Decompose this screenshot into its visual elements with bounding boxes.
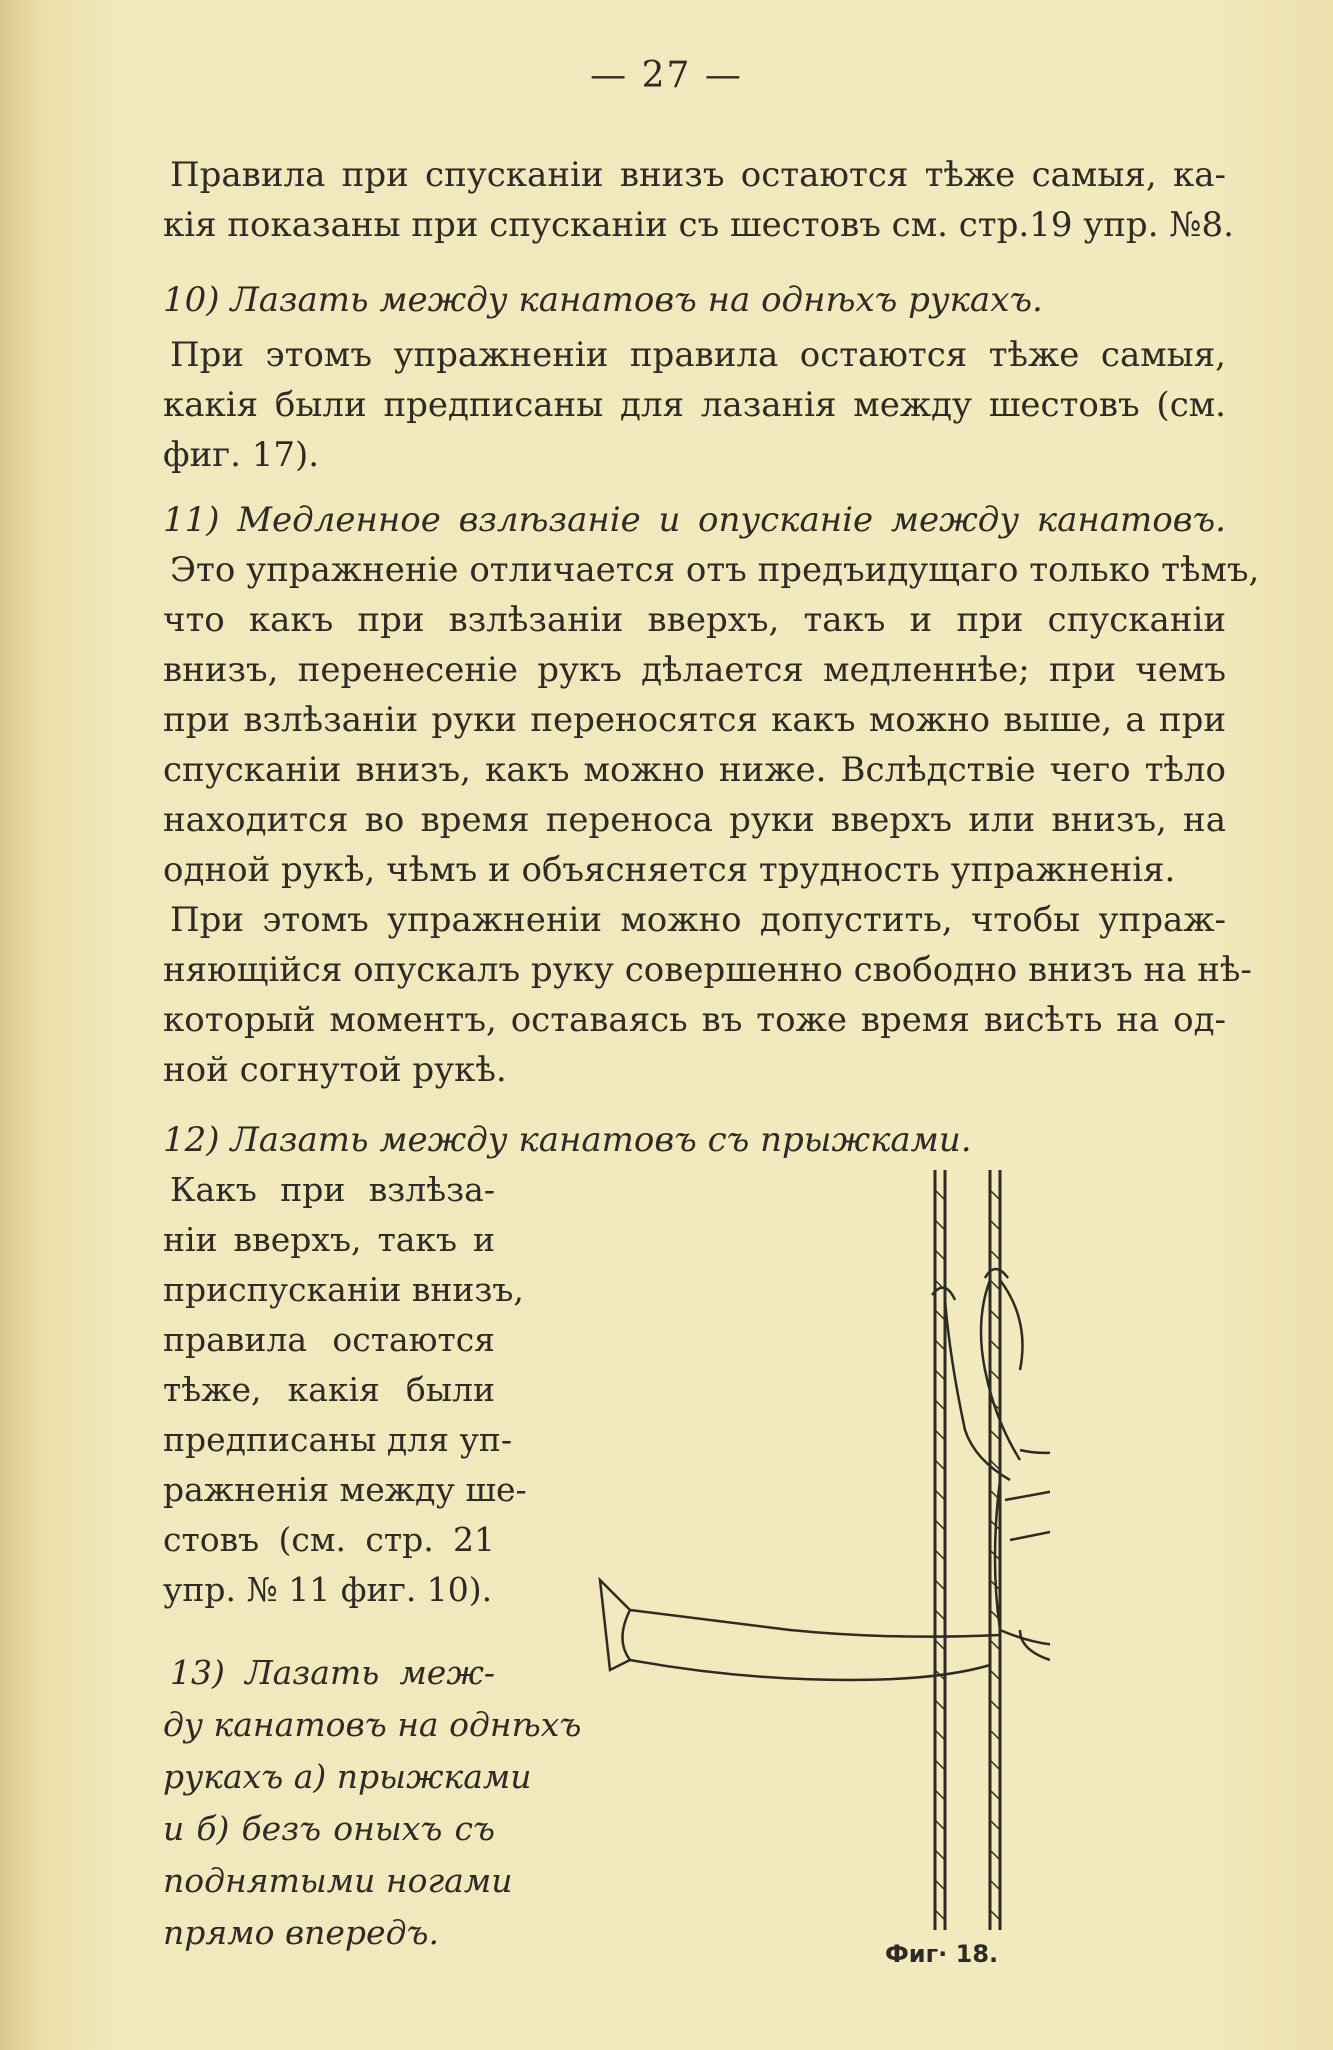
text-line: При этомъ упражненiи правила остаются тѣже самыя, [170, 335, 1226, 375]
text-line: няющiйся опускалъ руку совершенно свободно внизъ на нѣ- [163, 950, 1252, 990]
text-line: Это упражненiе отличается отъ предъидущаго только тѣмъ, [170, 550, 1260, 590]
text-line: ражненiя между ше- [163, 1470, 527, 1509]
text-line: Правила при спусканiи внизъ остаются тѣже самыя, ка- [170, 155, 1226, 195]
text-line: стовъ (см. стр. 21 [163, 1520, 495, 1559]
text-line: кiя показаны при спусканiи съ шестовъ см. стр.19 упр. №8. [163, 205, 1234, 245]
text-line: правила остаются [163, 1320, 495, 1359]
text-line: ду канатовъ на однѣхъ [163, 1705, 582, 1744]
text-line: приспусканiи внизъ, [163, 1270, 524, 1309]
text-line: и б) безъ оныхъ съ [163, 1809, 495, 1848]
text-line: что какъ при взлѣзанiи вверхъ, такъ и при спусканiи [163, 600, 1226, 640]
text-line: фиг. 17). [163, 435, 320, 475]
text-line: находится во время переноса руки вверхъ или внизъ, на [163, 800, 1226, 840]
text-line: поднятыми ногами [163, 1861, 513, 1900]
text-line: который моментъ, оставаясь въ тоже время висѣть на од- [163, 1000, 1226, 1040]
text-line: спусканiи внизъ, какъ можно ниже. Вслѣдствiе чего тѣло [163, 750, 1226, 790]
rope-climbing-illustration-icon [590, 1160, 1050, 1940]
text-line: нiи вверхъ, такъ и [163, 1220, 495, 1259]
text-line: при взлѣзанiи руки переносятся какъ можно выше, а при [163, 700, 1226, 740]
text-line: рукахъ а) прыжками [163, 1757, 532, 1796]
text-line: какiя были предписаны для лазанiя между шестовъ (см. [163, 385, 1226, 425]
text-line: ной согнутой рукѣ. [163, 1050, 507, 1090]
text-line: прямо впередъ. [163, 1913, 439, 1952]
text-line: предписаны для уп- [163, 1420, 513, 1459]
text-line: внизъ, перенесенiе рукъ дѣлается медленнѣе; при чемъ [163, 650, 1226, 690]
text-line: одной рукѣ, чѣмъ и объясняется трудность упражненiя. [163, 850, 1176, 890]
figure-caption: Фиг· 18. [885, 1940, 999, 1968]
section-11-title: 11) Медленное взлѣзанiе и опусканiе между канатовъ. [163, 500, 1226, 540]
text-line: При этомъ упражненiи можно допустить, чтобы упраж- [170, 900, 1226, 940]
section-10-title: 10) Лазать между канатовъ на однѣхъ рукахъ. [163, 280, 1043, 320]
text-line: упр. № 11 фиг. 10). [163, 1570, 493, 1609]
section-13-title: 13) Лазать меж- [170, 1653, 495, 1692]
page-number: — 27 — [590, 55, 743, 96]
section-12-title: 12) Лазать между канатовъ съ прыжками. [163, 1120, 972, 1160]
text-line: тѣже, какiя были [163, 1370, 495, 1409]
text-line: Какъ при взлѣза- [170, 1170, 495, 1209]
